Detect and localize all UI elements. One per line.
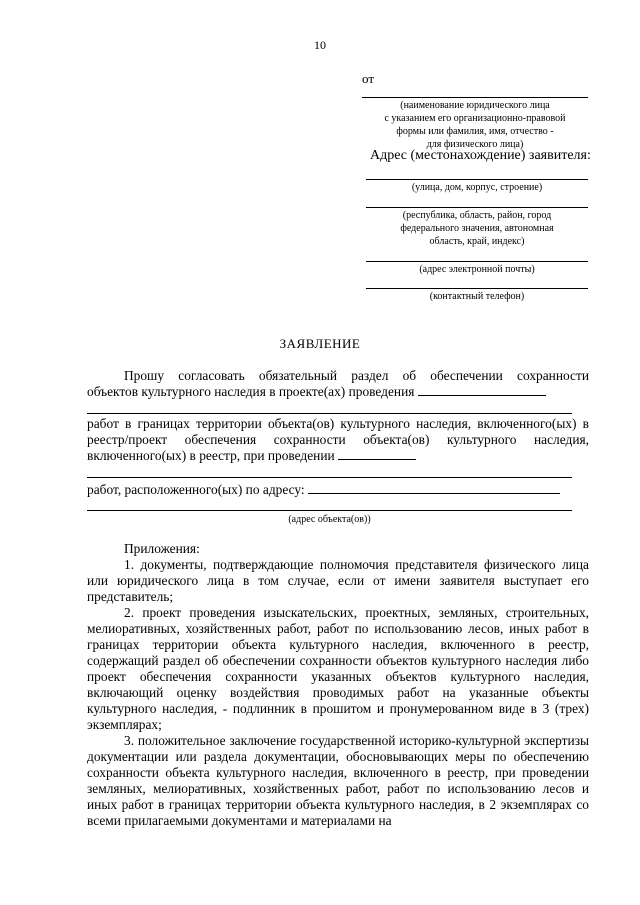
works-paragraph: работ в границах территории объекта(ов) культурного наследия, включенного(ых) в реестр/проект обеспечения сохранности объекта(ов) культурного наследия, включенного(ых) в реестр, при проведении — [87, 416, 589, 463]
works-type-line-2 — [87, 477, 572, 478]
email-line — [366, 261, 588, 262]
project-name-line-2 — [87, 413, 572, 414]
page-number: 10 — [314, 38, 326, 52]
street-line — [366, 179, 588, 180]
attachments-heading: Приложения: — [124, 541, 200, 556]
from-label: от — [362, 71, 375, 86]
address-title: Адрес (местонахождение) заявителя: — [370, 148, 591, 163]
request-line-2: объектов культурного наследия в проекте(ах) проведения — [87, 384, 589, 400]
region-line — [366, 207, 588, 208]
attachment-item-3: 3. положительное заключение государственной историко-культурной экспертизы документации или раздела документации, обосновывающих меры по обеспечению сохранности объекта культурного наследия, включенного в реестр, при проведении земляных, мелиоративных, хозяйственных работ, работ по использованию лесов и иных работ в границах территории объекта культурного наследия, в 2 экземплярах со всеми прилагаемыми документами и материалами на — [87, 733, 589, 828]
attachment-item-2: 2. проект проведения изыскательских, проектных, земляных, строительных, мелиоративных, хозяйственных работ, работ по использованию лесов, иных работ в границах территории объекта культурного наследия, включенного в реестр, содержащий раздел об обеспечении сохранности объектов культурного наследия либо проект обеспечения сохранности указанных объектов культурного наследия, включающий оценку воздействия проводимых работ на указанные объекты культурного наследия, - подлинник в прошитом и пронумерованном виде в 3 (трех) экземплярах; — [87, 605, 589, 732]
object-address-line-2 — [87, 510, 572, 511]
caption-email: (адрес электронной почты) — [419, 264, 535, 275]
attachment-item-1: 1. документы, подтверждающие полномочия представителя физического лица или юридического лица в том случае, если от имени заявителя выступает его представитель; — [87, 557, 589, 604]
caption-phone: (контактный телефон) — [429, 291, 525, 302]
attachments-section — [87, 541, 589, 829]
caption-region: (республика, область, район, город федерального значения, автономная область, край, индекс) — [400, 210, 554, 247]
object-address-line — [308, 482, 560, 494]
caption-street: (улица, дом, корпус, строение) — [411, 182, 543, 193]
works-type-line — [338, 448, 416, 460]
caption-org: (наименование юридического лица с указанием его организационно-правовой формы или фамилия, имя, отчество - для физического лица) — [384, 100, 566, 150]
project-name-line — [418, 384, 546, 396]
caption-object-address: (адрес объекта(ов)) — [288, 514, 371, 525]
address-paragraph: работ, расположенного(ых) по адресу: — [87, 482, 589, 498]
applicant-name-line — [362, 97, 588, 98]
document-title: ЗАЯВЛЕНИЕ — [279, 336, 361, 351]
request-line-1: Прошу согласовать обязательный раздел об обеспечении сохранности — [124, 368, 589, 383]
phone-line — [366, 288, 588, 289]
request-paragraph — [87, 368, 589, 400]
